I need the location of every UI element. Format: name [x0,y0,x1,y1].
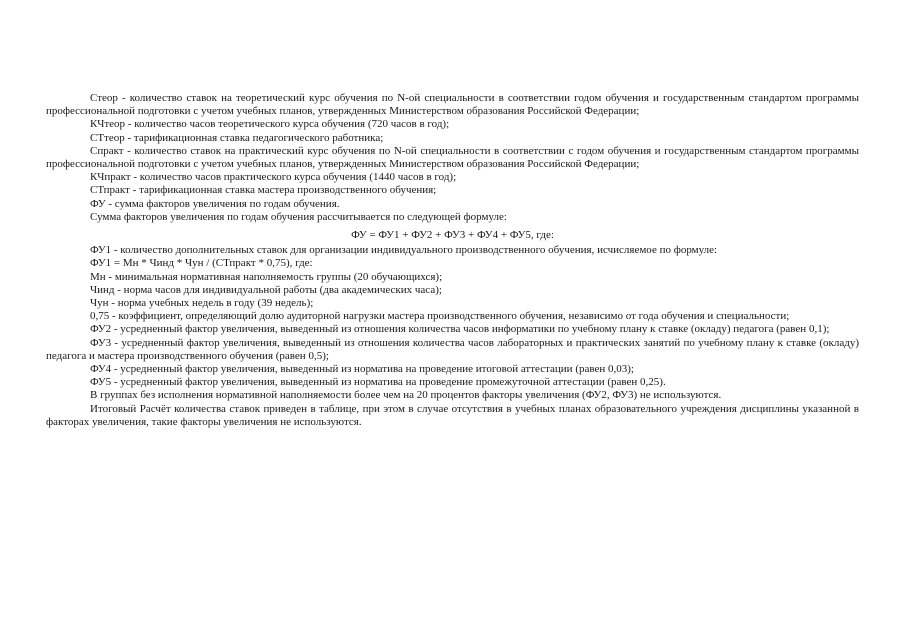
formula-fu: ФУ = ФУ1 + ФУ2 + ФУ3 + ФУ4 + ФУ5, где: [351,229,554,242]
paragraph-groups-note: В группах без исполнения нормативной наполняемости более чем на 20 процентов факторы увеличения (ФУ2, ФУ3) не используются. [90,389,722,402]
paragraph-fu5: ФУ5 - усредненный фактор увеличения, выведенный из норматива на проведение промежуточной аттестации (равен 0,25). [90,376,666,389]
paragraph-fu4: ФУ4 - усредненный фактор увеличения, выведенный из норматива на проведение итоговой аттестации (равен 0,03); [90,363,634,376]
paragraph-steor: Стеор - количество ставок на теоретический курс обучения по N-ой специальности в соответствии годом обучения и государственным стандартом программы профессиональной подготовки с учетом учебных планов, утвержденных Министерством образования Российской Федерации; [46,92,859,118]
paragraph-fu3: ФУ3 - усредненный фактор увеличения, выведенный из отношения количества часов лабораторных и практических занятий по учебному плану к ставке (окладу) педагога и мастера производственного обучения (равен 0,5); [46,336,859,362]
paragraph-chind: Чинд - норма часов для индивидуальной работы (два академических часа); [90,283,442,296]
paragraph-mn: Мн - минимальная нормативная наполняемость группы (20 обучающихся); [90,270,443,283]
paragraph-kch-prakt: КЧпракт - количество часов практического курса обучения (1440 часов в год); [90,171,457,184]
paragraph-kch-teor: КЧтеор - количество часов теоретического курса обучения (720 часов в год); [90,118,450,131]
paragraph-chun: Чун - норма учебных недель в году (39 недель); [90,297,314,310]
paragraph-fu-sum-intro: Сумма факторов увеличения по годам обучения рассчитывается по следующей формуле: [90,210,507,223]
paragraph-st-teor: СТтеор - тарификационная ставка педагогического работника; [90,131,384,144]
document-body [46,92,859,429]
paragraph-fu2: ФУ2 - усредненный фактор увеличения, выведенный из отношения количества часов информатики по учебному плану к ставке (окладу) педагога (равен 0,1); [90,323,830,336]
paragraph-st-prakt: СТпракт - тарификационная ставка мастера производственного обучения; [90,184,437,197]
paragraph-coefficient: 0,75 - коэффициент, определяющий долю аудиторной нагрузки мастера производственного обучения, независимо от года обучения и специальности; [90,310,790,323]
paragraph-fu: ФУ - сумма факторов увеличения по годам обучения. [90,197,340,210]
paragraph-fu1: ФУ1 - количество дополнительных ставок для организации индивидуального производственного обучения, исчисляемое по формуле: [90,244,718,257]
paragraph-final-calculation: Итоговый Расчёт количества ставок приведен в таблице, при этом в случае отсутствия в учебных планах образовательного учреждения дисциплины указанной в факторах увеличения, такие факторы увеличения не используются. [46,402,859,428]
paragraph-sprakt: Спракт - количество ставок на практический курс обучения по N-ой специальности в соответствии с годом обучения и государственным стандартом программы профессиональной подготовки с учетом учебных планов, утвержденных Министерством образования Российской Федерации; [46,144,859,171]
paragraph-fu1-formula: ФУ1 = Мн * Чинд * Чун / (СТпракт * 0,75), где: [90,257,313,270]
